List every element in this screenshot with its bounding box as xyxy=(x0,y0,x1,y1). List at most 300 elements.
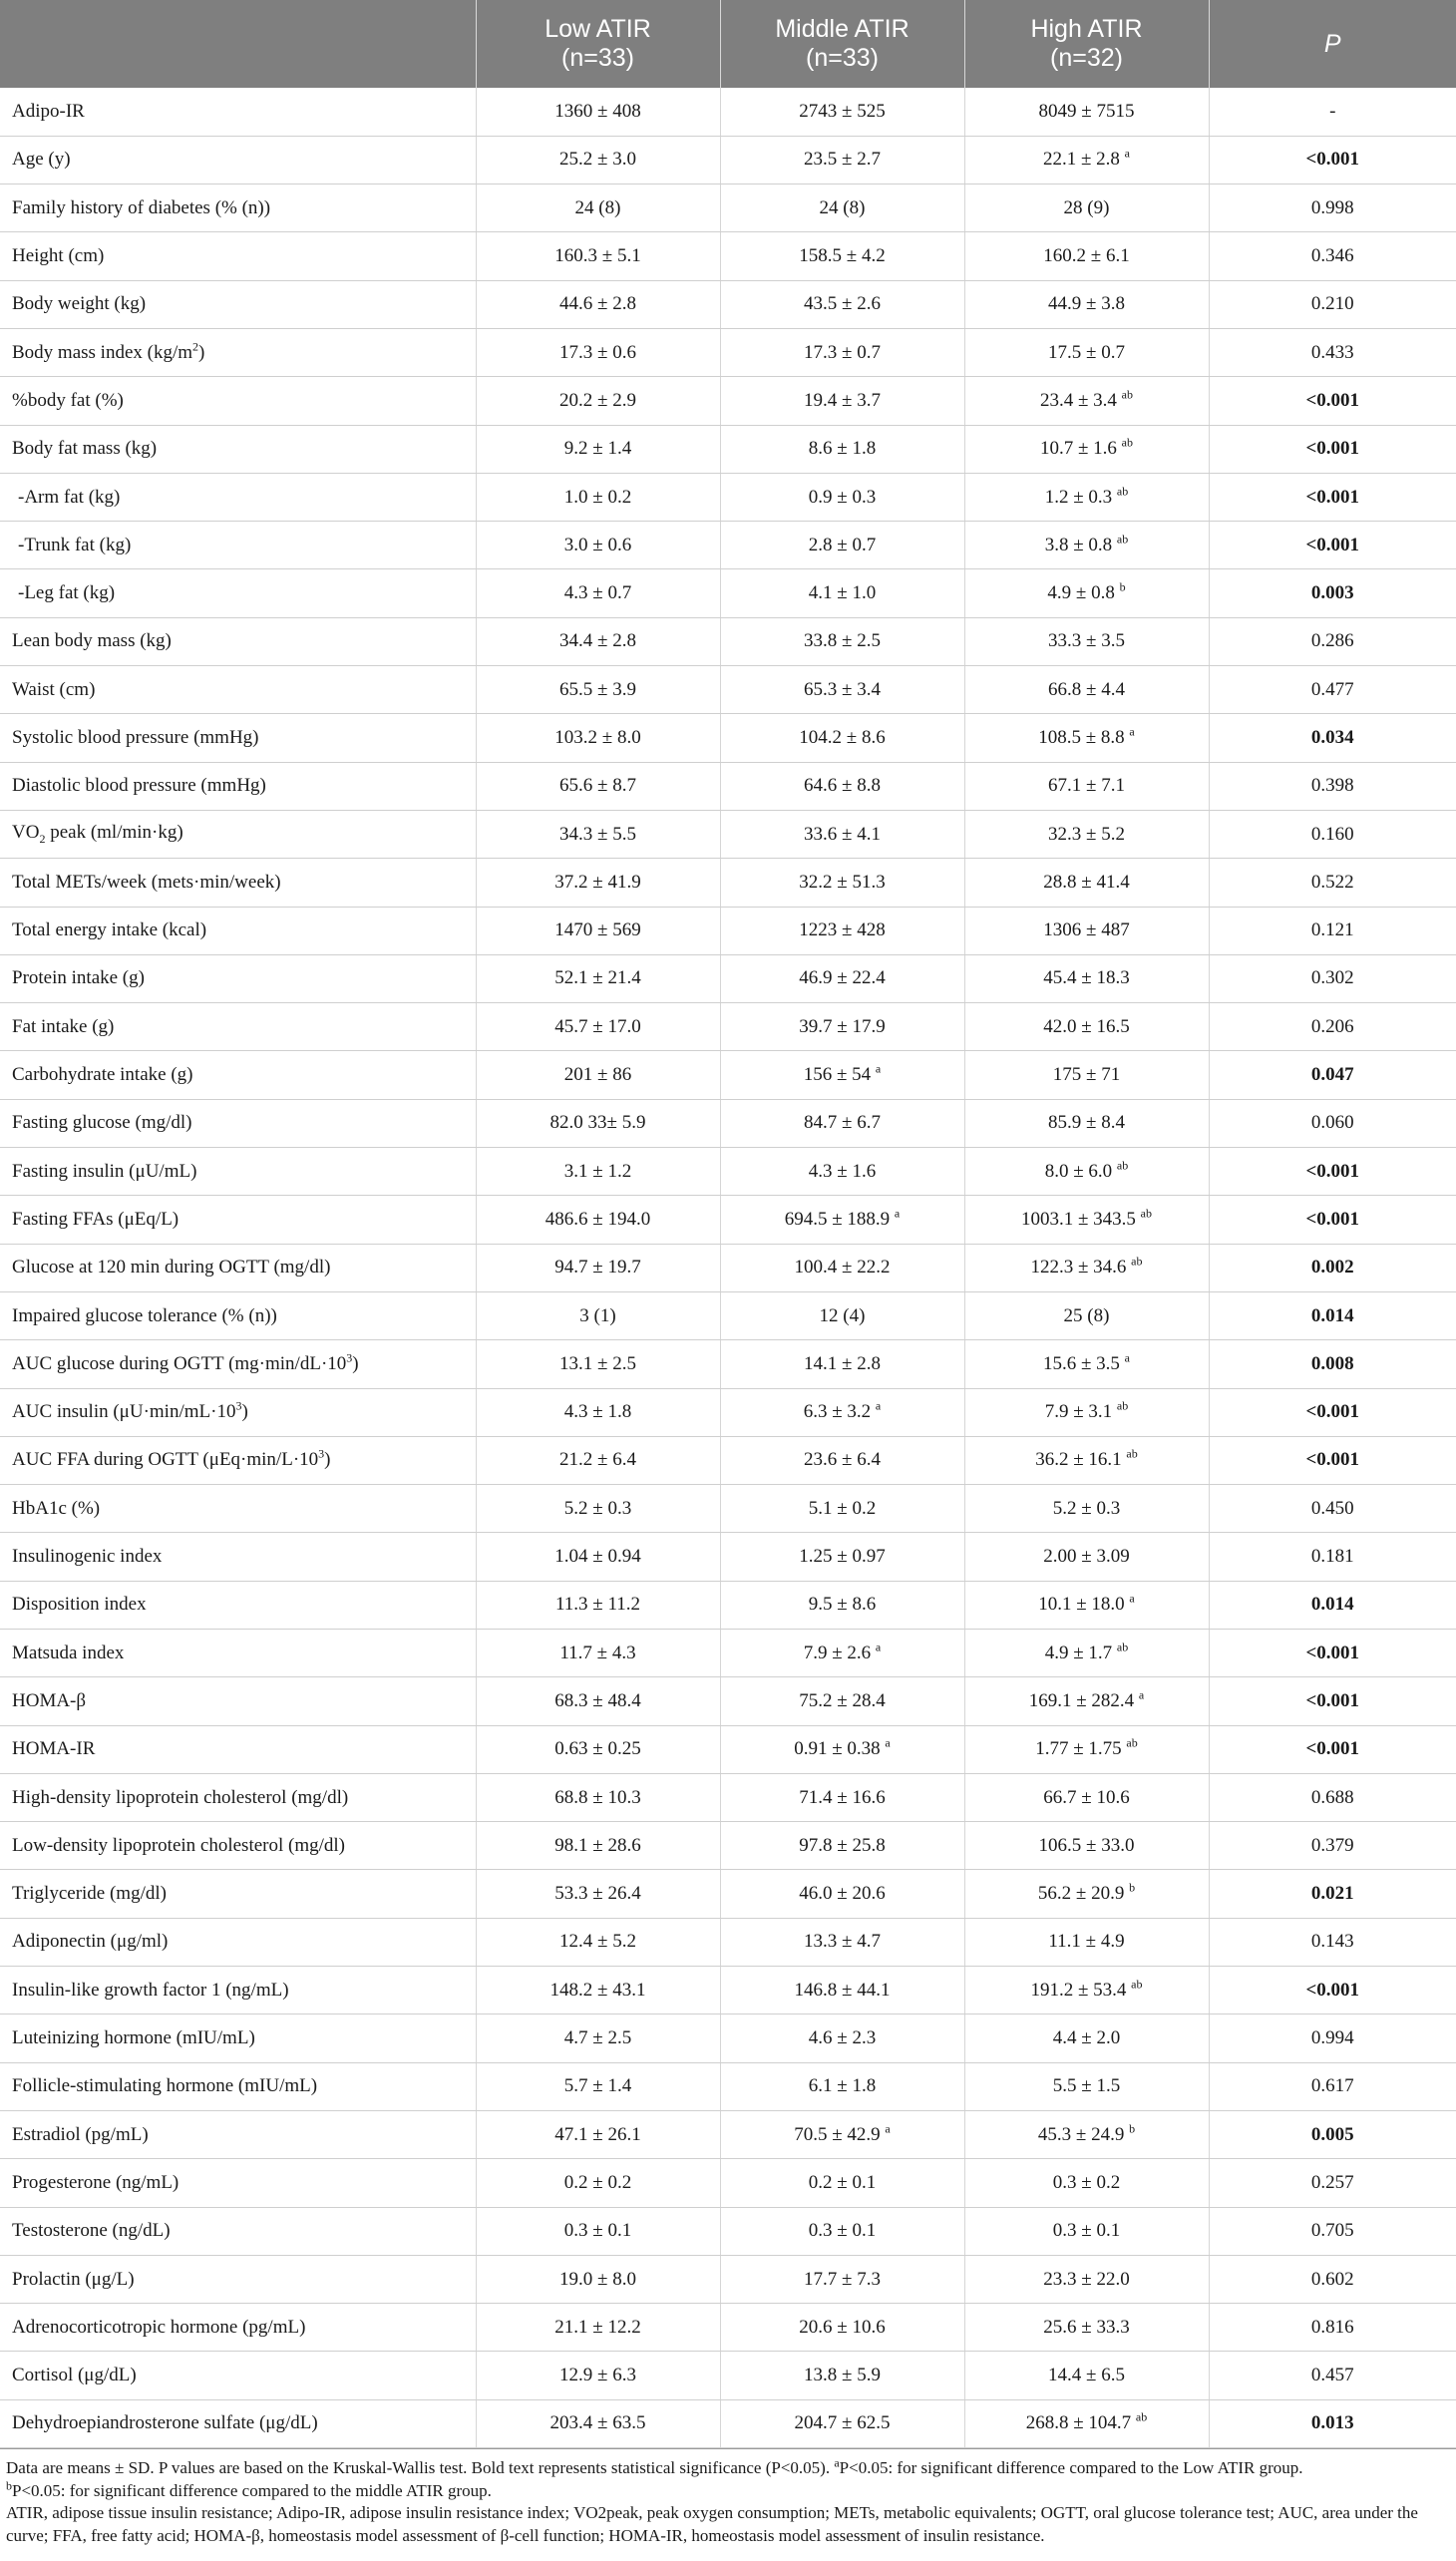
row-label: -Leg fat (kg) xyxy=(0,569,476,617)
low-atir-value: 160.3 ± 5.1 xyxy=(476,232,720,280)
table-row xyxy=(0,1725,1456,1773)
high-atir-value: 22.1 ± 2.8 $^a$ xyxy=(964,136,1209,183)
table-row xyxy=(0,1967,1456,2014)
row-label: Waist (cm) xyxy=(0,666,476,714)
table-row xyxy=(0,666,1456,714)
low-atir-value: 1.0 ± 0.2 xyxy=(476,473,720,521)
high-atir-value: 66.7 ± 10.6 xyxy=(964,1773,1209,1821)
middle-atir-value: 694.5 ± 188.9 $^a$ xyxy=(720,1196,964,1244)
p-value: <0.001 xyxy=(1209,425,1456,473)
low-atir-value: 45.7 ± 17.0 xyxy=(476,1003,720,1051)
table-row xyxy=(0,2352,1456,2399)
low-atir-value: 19.0 ± 8.0 xyxy=(476,2255,720,2303)
high-atir-value: 67.1 ± 7.1 xyxy=(964,762,1209,810)
row-label: Total energy intake (kcal) xyxy=(0,907,476,954)
footnote-line-2: $^b$P<0.05: for significant difference compared to the middle ATIR group. xyxy=(6,2477,492,2500)
table-row xyxy=(0,232,1456,280)
p-value: 0.286 xyxy=(1209,617,1456,665)
header-group-n: (n=32) xyxy=(1050,44,1123,72)
row-label: AUC FFA during OGTT $(\mu Eq\cdot\min/L\cdot 10^3)$ xyxy=(0,1436,476,1484)
low-atir-value: 0.3 ± 0.1 xyxy=(476,2207,720,2255)
low-atir-value: 44.6 ± 2.8 xyxy=(476,280,720,328)
header-cell-p-value: P xyxy=(1209,0,1456,88)
table-row xyxy=(0,522,1456,569)
middle-atir-value: 33.6 ± 4.1 xyxy=(720,810,964,858)
middle-atir-value: 23.5 ± 2.7 xyxy=(720,136,964,183)
significance-marker: ab xyxy=(1116,484,1129,499)
p-value: 0.994 xyxy=(1209,2014,1456,2062)
middle-atir-value: 19.4 ± 3.7 xyxy=(720,377,964,425)
significance-marker: ab xyxy=(1121,387,1133,402)
row-label: -Trunk fat (kg) xyxy=(0,522,476,569)
high-atir-value: 4.4 ± 2.0 xyxy=(964,2014,1209,2062)
table-row xyxy=(0,425,1456,473)
table-row xyxy=(0,280,1456,328)
significance-marker: a xyxy=(1124,147,1130,162)
p-value: 0.008 xyxy=(1209,1340,1456,1388)
row-label: Adrenocorticotropic hormone (pg/mL) xyxy=(0,2304,476,2352)
p-value: 0.617 xyxy=(1209,2062,1456,2110)
table-row xyxy=(0,1918,1456,1966)
high-atir-value: 108.5 ± 8.8 $^a$ xyxy=(964,714,1209,762)
p-value: <0.001 xyxy=(1209,1967,1456,2014)
middle-atir-value: 24 (8) xyxy=(720,184,964,232)
row-label: Lean body mass (kg) xyxy=(0,617,476,665)
significance-marker: ab xyxy=(1126,1447,1138,1462)
row-label: Adiponectin (μg/ml) xyxy=(0,1918,476,1966)
row-label: Fasting FFAs (μEq/L) xyxy=(0,1196,476,1244)
middle-atir-value: 100.4 ± 22.2 xyxy=(720,1244,964,1291)
middle-atir-value: 14.1 ± 2.8 xyxy=(720,1340,964,1388)
high-atir-value: 0.3 ± 0.2 xyxy=(964,2159,1209,2207)
row-label: Prolactin (μg/L) xyxy=(0,2255,476,2303)
middle-atir-value: 23.6 ± 6.4 xyxy=(720,1436,964,1484)
high-atir-value: 2.00 ± 3.09 xyxy=(964,1533,1209,1581)
significance-marker: a xyxy=(1138,1687,1145,1702)
low-atir-value: 47.1 ± 26.1 xyxy=(476,2110,720,2158)
p-value: <0.001 xyxy=(1209,1388,1456,1436)
significance-marker: a xyxy=(894,1206,901,1221)
significance-marker: b xyxy=(1129,2121,1136,2136)
row-label: Fasting insulin (μU/mL) xyxy=(0,1148,476,1196)
table-row xyxy=(0,954,1456,1002)
high-atir-value: 191.2 ± 53.4 $^{ab}$ xyxy=(964,1967,1209,2014)
low-atir-value: 21.2 ± 6.4 xyxy=(476,1436,720,1484)
row-label: Body mass index $(kg/m^2)$ xyxy=(0,328,476,376)
high-atir-value: 7.9 ± 3.1 $^{ab}$ xyxy=(964,1388,1209,1436)
significance-marker: a xyxy=(1124,1350,1130,1365)
low-atir-value: 37.2 ± 41.9 xyxy=(476,859,720,907)
p-value: 0.003 xyxy=(1209,569,1456,617)
middle-atir-value: 0.3 ± 0.1 xyxy=(720,2207,964,2255)
high-atir-value: 33.3 ± 3.5 xyxy=(964,617,1209,665)
row-label: Estradiol (pg/mL) xyxy=(0,2110,476,2158)
table-row xyxy=(0,473,1456,521)
middle-atir-value: 2743 ± 525 xyxy=(720,88,964,136)
table-row xyxy=(0,328,1456,376)
middle-atir-value: 39.7 ± 17.9 xyxy=(720,1003,964,1051)
high-atir-value: 44.9 ± 3.8 xyxy=(964,280,1209,328)
p-value: <0.001 xyxy=(1209,136,1456,183)
table-row xyxy=(0,907,1456,954)
high-atir-value: 1003.1 ± 343.5 $^{ab}$ xyxy=(964,1196,1209,1244)
table-row xyxy=(0,569,1456,617)
significance-marker: ab xyxy=(1131,1254,1143,1269)
middle-atir-value: 104.2 ± 8.6 xyxy=(720,714,964,762)
p-value: 0.181 xyxy=(1209,1533,1456,1581)
row-label: Testosterone (ng/dL) xyxy=(0,2207,476,2255)
low-atir-value: 3.1 ± 1.2 xyxy=(476,1148,720,1196)
row-label: HbA1c (%) xyxy=(0,1485,476,1533)
significance-marker: a xyxy=(875,1398,882,1413)
significance-marker: a xyxy=(885,2121,891,2136)
low-atir-value: 82.0 33± 5.9 xyxy=(476,1099,720,1147)
p-value: - xyxy=(1209,88,1456,136)
high-atir-value: 17.5 ± 0.7 xyxy=(964,328,1209,376)
p-value: 0.002 xyxy=(1209,1244,1456,1291)
row-label: Fat intake (g) xyxy=(0,1003,476,1051)
high-atir-value: 122.3 ± 34.6 $^{ab}$ xyxy=(964,1244,1209,1291)
middle-atir-value: 32.2 ± 51.3 xyxy=(720,859,964,907)
table-footnotes xyxy=(0,2448,1456,2547)
row-label: Fasting glucose (mg/dl) xyxy=(0,1099,476,1147)
header-group-name: Middle ATIR xyxy=(775,15,910,43)
high-atir-value: 23.4 ± 3.4 $^{ab}$ xyxy=(964,377,1209,425)
middle-atir-value: 4.1 ± 1.0 xyxy=(720,569,964,617)
p-value: 0.060 xyxy=(1209,1099,1456,1147)
low-atir-value: 68.3 ± 48.4 xyxy=(476,1677,720,1725)
row-label: Low-density lipoprotein cholesterol (mg/dl) xyxy=(0,1822,476,1870)
middle-atir-value: 8.6 ± 1.8 xyxy=(720,425,964,473)
low-atir-value: 12.4 ± 5.2 xyxy=(476,1918,720,1966)
low-atir-value: 4.3 ± 0.7 xyxy=(476,569,720,617)
high-atir-value: 56.2 ± 20.9 $^b$ xyxy=(964,1870,1209,1918)
low-atir-value: 201 ± 86 xyxy=(476,1051,720,1099)
middle-atir-value: 46.0 ± 20.6 xyxy=(720,1870,964,1918)
p-value: <0.001 xyxy=(1209,1677,1456,1725)
p-value: 0.688 xyxy=(1209,1773,1456,1821)
low-atir-value: 12.9 ± 6.3 xyxy=(476,2352,720,2399)
table-row xyxy=(0,2014,1456,2062)
p-value: 0.014 xyxy=(1209,1291,1456,1339)
middle-atir-value: 0.91 ± 0.38 $^a$ xyxy=(720,1725,964,1773)
p-value: 0.160 xyxy=(1209,810,1456,858)
p-value: <0.001 xyxy=(1209,522,1456,569)
p-value: 0.522 xyxy=(1209,859,1456,907)
high-atir-value: 42.0 ± 16.5 xyxy=(964,1003,1209,1051)
high-atir-value: 14.4 ± 6.5 xyxy=(964,2352,1209,2399)
middle-atir-value: 4.3 ± 1.6 xyxy=(720,1148,964,1196)
p-value: <0.001 xyxy=(1209,1436,1456,1484)
high-atir-value: 85.9 ± 8.4 xyxy=(964,1099,1209,1147)
high-atir-value: 1.2 ± 0.3 $^{ab}$ xyxy=(964,473,1209,521)
low-atir-value: 5.2 ± 0.3 xyxy=(476,1485,720,1533)
table-row xyxy=(0,1003,1456,1051)
row-label: Impaired glucose tolerance (% (n)) xyxy=(0,1291,476,1339)
middle-atir-value: 2.8 ± 0.7 xyxy=(720,522,964,569)
table-row xyxy=(0,1436,1456,1484)
p-value: 0.457 xyxy=(1209,2352,1456,2399)
row-label: Body weight (kg) xyxy=(0,280,476,328)
row-label: AUC insulin $(\mu U\cdot\min/mL\cdot 10^3)$ xyxy=(0,1388,476,1436)
high-atir-value: 268.8 ± 104.7 $^{ab}$ xyxy=(964,2399,1209,2447)
table-row xyxy=(0,1533,1456,1581)
row-label: Insulin-like growth factor 1 (ng/mL) xyxy=(0,1967,476,2014)
middle-atir-value: 146.8 ± 44.1 xyxy=(720,1967,964,2014)
high-atir-value: 25 (8) xyxy=(964,1291,1209,1339)
low-atir-value: 5.7 ± 1.4 xyxy=(476,2062,720,2110)
low-atir-value: 148.2 ± 43.1 xyxy=(476,1967,720,2014)
row-label: AUC glucose during OGTT $(mg\cdot\min/dL\cdot 10^3)$ xyxy=(0,1340,476,1388)
p-value: 0.206 xyxy=(1209,1003,1456,1051)
low-atir-value: 103.2 ± 8.0 xyxy=(476,714,720,762)
p-value: 0.816 xyxy=(1209,2304,1456,2352)
p-value: 0.021 xyxy=(1209,1870,1456,1918)
p-value: 0.121 xyxy=(1209,907,1456,954)
low-atir-value: 13.1 ± 2.5 xyxy=(476,1340,720,1388)
middle-atir-value: 13.8 ± 5.9 xyxy=(720,2352,964,2399)
table-row xyxy=(0,184,1456,232)
low-atir-value: 0.2 ± 0.2 xyxy=(476,2159,720,2207)
table-row xyxy=(0,1773,1456,1821)
table-row xyxy=(0,762,1456,810)
middle-atir-value: 64.6 ± 8.8 xyxy=(720,762,964,810)
p-value: 0.705 xyxy=(1209,2207,1456,2255)
p-value: 0.477 xyxy=(1209,666,1456,714)
middle-atir-value: 9.5 ± 8.6 xyxy=(720,1581,964,1629)
significance-marker: ab xyxy=(1121,435,1133,450)
middle-atir-value: 0.2 ± 0.1 xyxy=(720,2159,964,2207)
p-value: <0.001 xyxy=(1209,1725,1456,1773)
p-value: <0.001 xyxy=(1209,1148,1456,1196)
p-value: 0.998 xyxy=(1209,184,1456,232)
table-row xyxy=(0,136,1456,183)
high-atir-value: 1.77 ± 1.75 $^{ab}$ xyxy=(964,1725,1209,1773)
low-atir-value: 11.3 ± 11.2 xyxy=(476,1581,720,1629)
middle-atir-value: 7.9 ± 2.6 $^a$ xyxy=(720,1630,964,1677)
row-label: Follicle-stimulating hormone (mIU/mL) xyxy=(0,2062,476,2110)
p-value: 0.346 xyxy=(1209,232,1456,280)
middle-atir-value: 158.5 ± 4.2 xyxy=(720,232,964,280)
high-atir-value: 106.5 ± 33.0 xyxy=(964,1822,1209,1870)
row-label: Triglyceride (mg/dl) xyxy=(0,1870,476,1918)
table-row xyxy=(0,810,1456,858)
significance-marker: b xyxy=(1129,1880,1136,1895)
significance-marker: a xyxy=(1129,724,1135,739)
row-label: -Arm fat (kg) xyxy=(0,473,476,521)
low-atir-value: 20.2 ± 2.9 xyxy=(476,377,720,425)
row-label: Glucose at 120 min during OGTT (mg/dl) xyxy=(0,1244,476,1291)
p-value: 0.379 xyxy=(1209,1822,1456,1870)
footnote-abbreviations: ATIR, adipose tissue insulin resistance; Adipo-IR, adipose insulin resistance index; VO2peak, peak oxygen consumption; METs, metabolic equivalents; OGTT, oral glucose tolerance test; AUC, area under the curve; FFA, free fatty acid; HOMA-β, homeostasis model assessment of β-cell function; HOMA-IR, homeostasis model assessment of insulin resistance. xyxy=(6,2503,1418,2545)
low-atir-value: 17.3 ± 0.6 xyxy=(476,328,720,376)
p-value: <0.001 xyxy=(1209,473,1456,521)
significance-marker: ab xyxy=(1116,532,1129,547)
table-row xyxy=(0,1291,1456,1339)
row-label: HOMA-IR xyxy=(0,1725,476,1773)
low-atir-value: 98.1 ± 28.6 xyxy=(476,1822,720,1870)
significance-marker: ab xyxy=(1116,1158,1129,1173)
middle-atir-value: 84.7 ± 6.7 xyxy=(720,1099,964,1147)
low-atir-value: 34.4 ± 2.8 xyxy=(476,617,720,665)
middle-atir-value: 4.6 ± 2.3 xyxy=(720,2014,964,2062)
low-atir-value: 1360 ± 408 xyxy=(476,88,720,136)
low-atir-value: 65.5 ± 3.9 xyxy=(476,666,720,714)
row-label: Adipo-IR xyxy=(0,88,476,136)
middle-atir-value: 6.1 ± 1.8 xyxy=(720,2062,964,2110)
table-row xyxy=(0,88,1456,136)
high-atir-value: 0.3 ± 0.1 xyxy=(964,2207,1209,2255)
high-atir-value: 11.1 ± 4.9 xyxy=(964,1918,1209,1966)
p-value: 0.005 xyxy=(1209,2110,1456,2158)
low-atir-value: 21.1 ± 12.2 xyxy=(476,2304,720,2352)
low-atir-value: 1470 ± 569 xyxy=(476,907,720,954)
high-atir-value: 5.2 ± 0.3 xyxy=(964,1485,1209,1533)
high-atir-value: 45.3 ± 24.9 $^b$ xyxy=(964,2110,1209,2158)
row-label: Protein intake (g) xyxy=(0,954,476,1002)
table-row xyxy=(0,1870,1456,1918)
high-atir-value: 32.3 ± 5.2 xyxy=(964,810,1209,858)
p-value: 0.302 xyxy=(1209,954,1456,1002)
p-value: 0.398 xyxy=(1209,762,1456,810)
header-cell-low-atir xyxy=(476,0,720,88)
row-label: Total METs/week (mets·min/week) xyxy=(0,859,476,907)
middle-atir-value: 12 (4) xyxy=(720,1291,964,1339)
middle-atir-value: 156 ± 54 $^a$ xyxy=(720,1051,964,1099)
p-value: 0.014 xyxy=(1209,1581,1456,1629)
row-label: Family history of diabetes (% (n)) xyxy=(0,184,476,232)
table-row xyxy=(0,1051,1456,1099)
low-atir-value: 24 (8) xyxy=(476,184,720,232)
high-atir-value: 25.6 ± 33.3 xyxy=(964,2304,1209,2352)
low-atir-value: 68.8 ± 10.3 xyxy=(476,1773,720,1821)
table-row xyxy=(0,1340,1456,1388)
middle-atir-value: 65.3 ± 3.4 xyxy=(720,666,964,714)
low-atir-value: 1.04 ± 0.94 xyxy=(476,1533,720,1581)
significance-marker: a xyxy=(875,1061,882,1076)
middle-atir-value: 1223 ± 428 xyxy=(720,907,964,954)
row-label: Carbohydrate intake (g) xyxy=(0,1051,476,1099)
table-row xyxy=(0,2110,1456,2158)
table-row xyxy=(0,617,1456,665)
p-value: 0.257 xyxy=(1209,2159,1456,2207)
significance-marker: ab xyxy=(1131,1977,1143,1992)
row-label: $VO_2$ peak (ml/min·kg) xyxy=(0,810,476,858)
high-atir-value: 175 ± 71 xyxy=(964,1051,1209,1099)
header-group-n: (n=33) xyxy=(806,44,879,72)
table-row xyxy=(0,1099,1456,1147)
header-row xyxy=(0,0,1456,88)
table-row xyxy=(0,1485,1456,1533)
row-label: Height (cm) xyxy=(0,232,476,280)
p-value: 0.433 xyxy=(1209,328,1456,376)
table-row xyxy=(0,1630,1456,1677)
header-group-name: Low ATIR xyxy=(545,15,651,43)
significance-marker: ab xyxy=(1116,1398,1129,1413)
high-atir-value: 10.7 ± 1.6 $^{ab}$ xyxy=(964,425,1209,473)
middle-atir-value: 6.3 ± 3.2 $^a$ xyxy=(720,1388,964,1436)
middle-atir-value: 0.9 ± 0.3 xyxy=(720,473,964,521)
low-atir-value: 486.6 ± 194.0 xyxy=(476,1196,720,1244)
row-label: %body fat (%) xyxy=(0,377,476,425)
table-row xyxy=(0,1822,1456,1870)
significance-marker: ab xyxy=(1135,2410,1148,2425)
row-label: Matsuda index xyxy=(0,1630,476,1677)
high-atir-value: 160.2 ± 6.1 xyxy=(964,232,1209,280)
row-label: Diastolic blood pressure (mmHg) xyxy=(0,762,476,810)
middle-atir-value: 97.8 ± 25.8 xyxy=(720,1822,964,1870)
high-atir-value: 4.9 ± 0.8 $^b$ xyxy=(964,569,1209,617)
low-atir-value: 3 (1) xyxy=(476,1291,720,1339)
high-atir-value: 8.0 ± 6.0 $^{ab}$ xyxy=(964,1148,1209,1196)
middle-atir-value: 20.6 ± 10.6 xyxy=(720,2304,964,2352)
high-atir-value: 15.6 ± 3.5 $^a$ xyxy=(964,1340,1209,1388)
footnote-line-1: Data are means ± SD. P values are based on the Kruskal-Wallis test. Bold text represents statistical significance (P<0.05). $^a$P<0.05: for significant difference compared to the Low ATIR group. xyxy=(6,2455,1303,2478)
p-value: <0.001 xyxy=(1209,377,1456,425)
table-row xyxy=(0,1148,1456,1196)
p-value: 0.450 xyxy=(1209,1485,1456,1533)
table-row xyxy=(0,2062,1456,2110)
table-row xyxy=(0,859,1456,907)
middle-atir-value: 71.4 ± 16.6 xyxy=(720,1773,964,1821)
header-group-n: (n=33) xyxy=(561,44,634,72)
table-row xyxy=(0,1677,1456,1725)
high-atir-value: 28 (9) xyxy=(964,184,1209,232)
middle-atir-value: 75.2 ± 28.4 xyxy=(720,1677,964,1725)
table-row xyxy=(0,1581,1456,1629)
table-row xyxy=(0,377,1456,425)
low-atir-value: 11.7 ± 4.3 xyxy=(476,1630,720,1677)
table-body xyxy=(0,88,1456,2448)
low-atir-value: 65.6 ± 8.7 xyxy=(476,762,720,810)
significance-marker: b xyxy=(1119,579,1126,594)
p-value: 0.210 xyxy=(1209,280,1456,328)
high-atir-value: 36.2 ± 16.1 $^{ab}$ xyxy=(964,1436,1209,1484)
table-row xyxy=(0,2207,1456,2255)
high-atir-value: 45.4 ± 18.3 xyxy=(964,954,1209,1002)
row-label: Disposition index xyxy=(0,1581,476,1629)
header-cell-high-atir xyxy=(964,0,1209,88)
middle-atir-value: 33.8 ± 2.5 xyxy=(720,617,964,665)
table-header xyxy=(0,0,1456,88)
row-label: Luteinizing hormone (mIU/mL) xyxy=(0,2014,476,2062)
high-atir-value: 3.8 ± 0.8 $^{ab}$ xyxy=(964,522,1209,569)
high-atir-value: 1306 ± 487 xyxy=(964,907,1209,954)
high-atir-value: 169.1 ± 282.4 $^a$ xyxy=(964,1677,1209,1725)
low-atir-value: 0.63 ± 0.25 xyxy=(476,1725,720,1773)
middle-atir-value: 17.7 ± 7.3 xyxy=(720,2255,964,2303)
middle-atir-value: 46.9 ± 22.4 xyxy=(720,954,964,1002)
row-label: Age (y) xyxy=(0,136,476,183)
high-atir-value: 66.8 ± 4.4 xyxy=(964,666,1209,714)
header-cell-middle-atir xyxy=(720,0,964,88)
high-atir-value: 10.1 ± 18.0 $^a$ xyxy=(964,1581,1209,1629)
p-value: 0.034 xyxy=(1209,714,1456,762)
low-atir-value: 25.2 ± 3.0 xyxy=(476,136,720,183)
middle-atir-value: 1.25 ± 0.97 xyxy=(720,1533,964,1581)
p-value: 0.013 xyxy=(1209,2399,1456,2447)
header-cell-variable xyxy=(0,0,476,88)
table-row xyxy=(0,2255,1456,2303)
high-atir-value: 5.5 ± 1.5 xyxy=(964,2062,1209,2110)
p-value: 0.047 xyxy=(1209,1051,1456,1099)
header-group-name: High ATIR xyxy=(1030,15,1143,43)
row-label: HOMA-β xyxy=(0,1677,476,1725)
high-atir-value: 4.9 ± 1.7 $^{ab}$ xyxy=(964,1630,1209,1677)
middle-atir-value: 5.1 ± 0.2 xyxy=(720,1485,964,1533)
table-row xyxy=(0,1388,1456,1436)
middle-atir-value: 204.7 ± 62.5 xyxy=(720,2399,964,2447)
